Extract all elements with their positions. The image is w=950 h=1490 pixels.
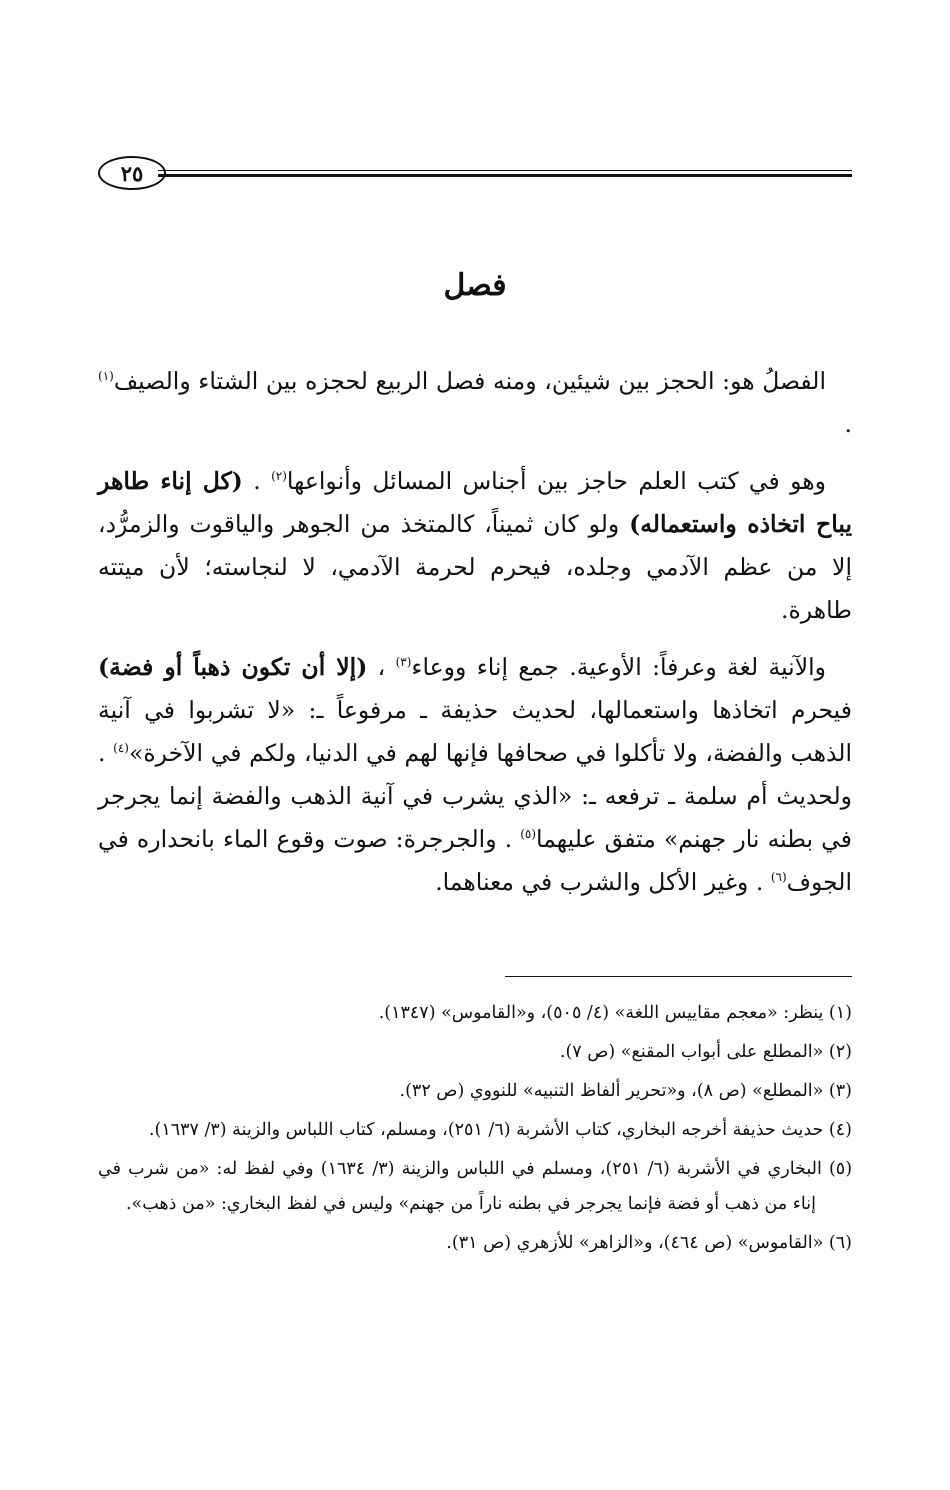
text-run: ، [367, 653, 396, 681]
footnote-marker-2: (٢) [271, 469, 287, 484]
text-run: فيحرم اتخاذها واستعمالها، لحديث حذيفة ـ مرفوعاً ـ: «لا تشربوا في آنية الذهب والفضة، ولا تأكلوا في صحافها فإنها لهم في الدنيا، ولكم في الآخرة» [98, 696, 852, 767]
footnote-marker-1: (١) [98, 369, 114, 384]
text-run: ولو كان ثميناً، كالمتخذ من الجوهر والياقوت والزمرُّد، إلا من عظم الآدمي وجلده، فيحرم لحرمة الآدمي، لا لنجاسته؛ لأن ميتته طاهرة. [98, 510, 852, 624]
text-run: والآنية لغة وعرفاً: الأوعية. جمع إناء ووعاء [411, 653, 826, 681]
footnote-marker-6: (٦) [770, 870, 787, 885]
text-run: . [844, 410, 852, 438]
footnote-1: (١) ينظر: «معجم مقاييس اللغة» (٤/ ٥٠٥)، و«القاموس» (١٣٤٧). [378, 1003, 852, 1023]
paragraph-3 [98, 646, 852, 904]
header-rule-thick [158, 174, 852, 177]
footnote-marker-3: (٣) [395, 655, 412, 670]
text-run: وهو في كتب العلم حاجز بين أجناس المسائل وأنواعها [286, 467, 826, 495]
footnote-separator [505, 976, 852, 977]
footnote-6: (٦) «القاموس» (ص ٤٦٤)، و«الزاهر» للأزهري (ص ٣١). [446, 1233, 852, 1253]
paragraph-1 [98, 360, 852, 446]
text-run: . وغير الأكل والشرب في معناهما. [435, 868, 771, 896]
text-run: . ولحديث أم سلمة ـ ترفعه ـ: «الذي يشرب في آنية الذهب والفضة إنما يجرجر في بطنه نار جهنم» متفق عليهما [98, 739, 852, 853]
matn-bold-text: (إلا أن تكون ذهباً أو فضة) [98, 653, 368, 681]
footnote-5: (٥) البخاري في الأشربة (٦/ ٢٥١)، ومسلم في اللباس والزينة (٣/ ١٦٣٤) وفي لفظ له: «من شرب في إناء من ذهب أو فضة فإنما يجرجر في بطنه ناراً من جهنم» وليس في لفظ البخاري: «من ذهب». [98, 1159, 853, 1214]
footnote-marker-5: (٥) [520, 827, 537, 842]
header-rule-thin [158, 170, 852, 171]
matn-bold-text: (كل إناء طاهر يباح اتخاذه واستعماله) [98, 467, 852, 538]
chapter-title: فصل [443, 268, 507, 303]
footnote-4: (٤) حديث حذيفة أخرجه البخاري، كتاب الأشربة (٦/ ٢٥١)، ومسلم، كتاب اللباس والزينة (٣/ ١٦٣٧). [148, 1120, 852, 1140]
footnotes [98, 996, 852, 1265]
main-text [98, 360, 852, 918]
text-run: . [242, 467, 272, 495]
page-number: ٢٥ [98, 156, 166, 190]
running-header [98, 156, 852, 192]
footnote-3: (٣) «المطلع» (ص ٨)، و«تحرير ألفاظ التنبيه» للنووي (ص ٣٢). [399, 1081, 852, 1101]
footnote-2: (٢) «المطلع على أبواب المقنع» (ص ٧). [559, 1042, 852, 1062]
paragraph-2 [98, 460, 852, 632]
text-run: . والجرجرة: صوت وقوع الماء بانحداره في الجوف [98, 825, 852, 896]
footnote-marker-4: (٤) [113, 741, 129, 756]
text-run: الفصلُ هو: الحجز بين شيئين، ومنه فصل الربيع لحجزه بين الشتاء والصيف [113, 367, 826, 395]
